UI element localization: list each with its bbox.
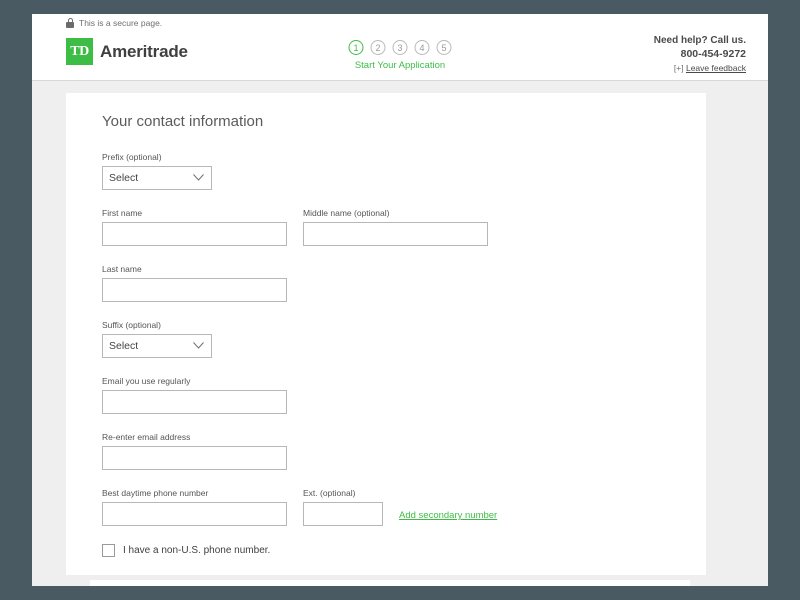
suffix-select[interactable] <box>102 334 212 358</box>
middle-name-label: Middle name (optional) <box>303 208 390 218</box>
browser-viewport <box>32 14 768 586</box>
last-name-input[interactable] <box>102 278 287 302</box>
contact-information-card <box>66 93 706 575</box>
suffix-row <box>102 320 670 358</box>
non-us-phone-row[interactable] <box>102 544 670 557</box>
non-us-phone-checkbox[interactable] <box>102 544 115 557</box>
feedback-row <box>654 63 746 73</box>
feedback-prefix: [+] <box>673 63 684 73</box>
ext-field <box>303 488 383 526</box>
last-name-field <box>102 264 287 302</box>
email-input[interactable] <box>102 390 287 414</box>
suffix-label: Suffix (optional) <box>102 320 161 330</box>
first-name-label: First name <box>102 208 143 218</box>
phone-label: Best daytime phone number <box>102 488 209 498</box>
suffix-select-wrap <box>102 334 212 358</box>
add-secondary-number-link[interactable]: Add secondary number <box>399 510 498 521</box>
lock-icon <box>66 18 74 28</box>
secure-page-text: This is a secure page. <box>79 18 163 28</box>
email-confirm-field <box>102 432 287 470</box>
middle-name-input[interactable] <box>303 222 488 246</box>
phone-input[interactable] <box>102 502 287 526</box>
prefix-select-wrap <box>102 166 212 190</box>
email-row <box>102 376 670 414</box>
middle-name-field <box>303 208 488 246</box>
email-confirm-row <box>102 432 670 470</box>
last-name-label: Last name <box>102 264 142 274</box>
secure-page-bar <box>32 14 768 32</box>
application-stepper <box>349 40 452 71</box>
card-footer-strip <box>90 580 690 586</box>
phone-field <box>102 488 287 526</box>
page-body <box>32 81 768 586</box>
email-label: Email you use regularly <box>102 376 191 386</box>
td-logo-mark <box>66 38 93 65</box>
help-title: Need help? Call us. <box>653 35 746 46</box>
non-us-phone-label: I have a non-U.S. phone number. <box>123 545 271 556</box>
td-logo-wordmark: Ameritrade <box>100 41 188 61</box>
stepper-step-3[interactable]: 3 <box>393 40 408 55</box>
prefix-label: Prefix (optional) <box>102 152 162 162</box>
last-name-row <box>102 264 670 302</box>
td-ameritrade-logo[interactable] <box>66 38 188 65</box>
site-header <box>32 32 768 81</box>
td-logo-initials: TD <box>70 43 89 59</box>
suffix-field <box>102 320 212 358</box>
page-title: Your contact information <box>102 113 264 130</box>
ext-label: Ext. (optional) <box>303 488 356 498</box>
prefix-field <box>102 152 212 190</box>
email-field <box>102 376 287 414</box>
prefix-select[interactable] <box>102 166 212 190</box>
ext-input[interactable] <box>303 502 383 526</box>
leave-feedback-link[interactable]: Leave feedback <box>685 63 746 73</box>
stepper-step-5[interactable]: 5 <box>437 40 452 55</box>
first-name-input[interactable] <box>102 222 287 246</box>
stepper-label: Start Your Application <box>354 60 446 71</box>
stepper-step-4[interactable]: 4 <box>415 40 430 55</box>
help-block <box>654 35 746 73</box>
first-name-field <box>102 208 287 246</box>
prefix-row <box>102 152 670 190</box>
help-phone-number: 800-454-9272 <box>680 48 746 60</box>
stepper-step-1[interactable]: 1 <box>349 40 364 55</box>
phone-row <box>102 488 670 526</box>
name-row <box>102 208 670 246</box>
email-confirm-input[interactable] <box>102 446 287 470</box>
email-confirm-label: Re-enter email address <box>102 432 191 442</box>
stepper-steps <box>349 40 452 55</box>
stepper-step-2[interactable]: 2 <box>371 40 386 55</box>
